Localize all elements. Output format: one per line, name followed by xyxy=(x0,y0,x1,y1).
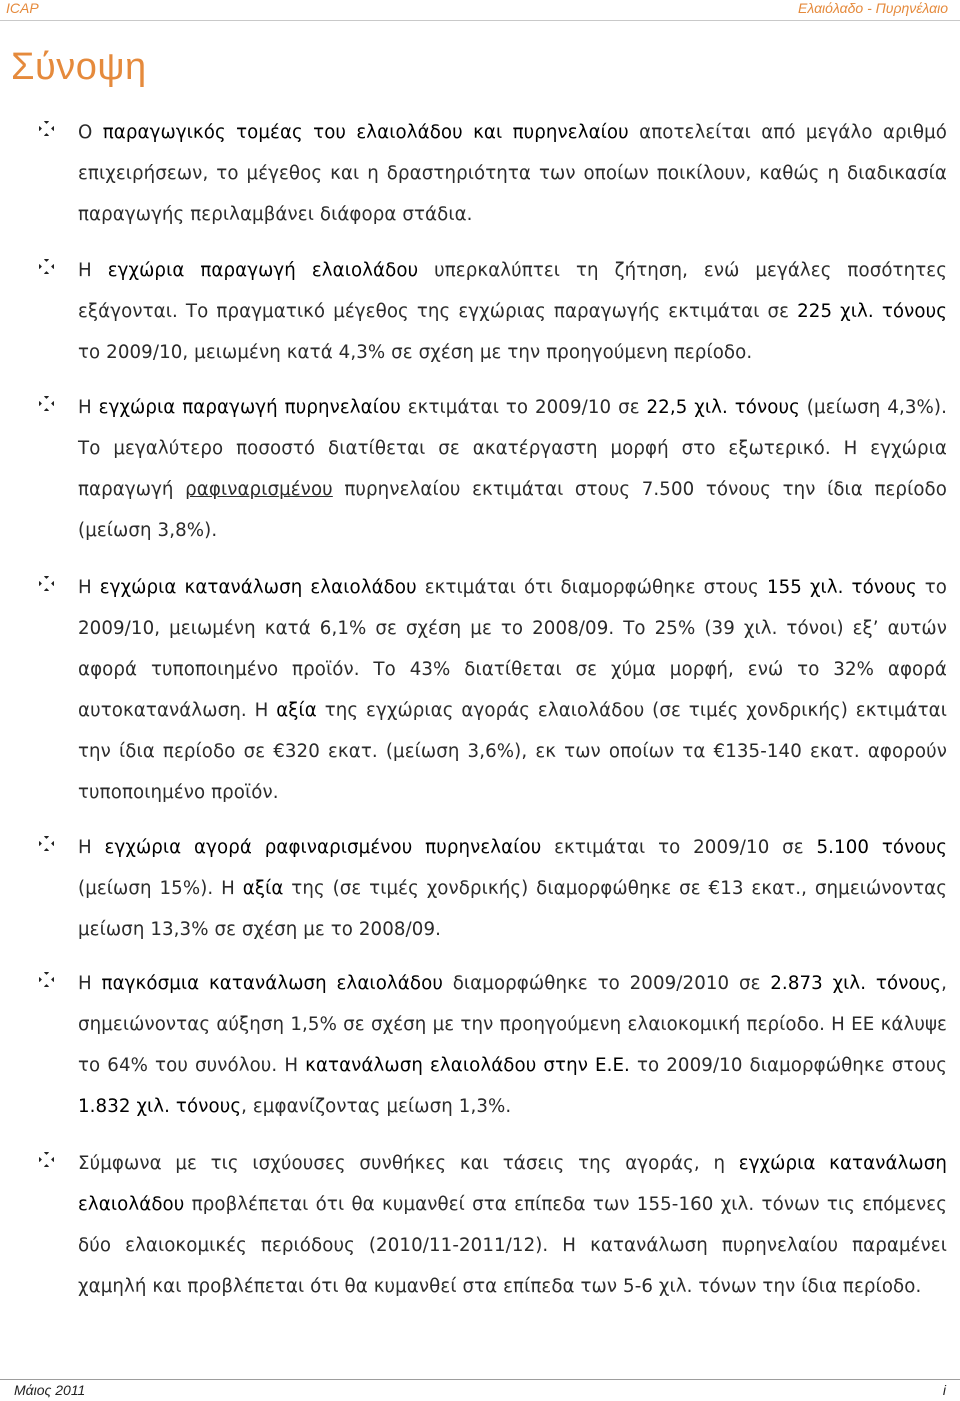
text-run: , εμφανίζοντας μείωση 1,3%. xyxy=(241,1096,512,1117)
diamond-bullet-icon xyxy=(39,1152,54,1167)
text-run: Η xyxy=(78,260,108,281)
page-header xyxy=(0,0,960,21)
text-run: αποτελείται από μεγάλο αριθμό επιχειρήσεων, το μέγεθος και η δραστηριότητα των οποίων ποικίλουν, καθώς η διαδικασία παραγωγής περιλαμβάνει διάφορα στάδια. xyxy=(78,122,947,225)
summary-bullet xyxy=(78,250,947,373)
header-report-title: Ελαιόλαδο - Πυρηνέλαιο xyxy=(798,0,948,16)
page-footer xyxy=(0,1379,960,1401)
diamond-bullet-icon xyxy=(39,396,54,411)
text-run: της εγχώριας αγοράς ελαιολάδου (σε τιμές χονδρικής) εκτιμάται την ίδια περίοδο σε €320 εκατ. (μείωση 3,6%), εκ των οποίων τα €135-140 εκατ. αφορούν τυποποιημένο προϊόν. xyxy=(78,700,947,803)
key-term: εγχώρια κατανάλωση ελαιολάδου xyxy=(78,1153,947,1215)
text-run: Σύμφωνα με τις ισχύουσες συνθήκες και τάσεις της αγοράς, η xyxy=(78,1153,739,1174)
text-run: εκτιμάται το 2009/10 σε xyxy=(400,397,647,418)
text-run: (μείωση 15%). Η xyxy=(78,878,243,899)
text-run: το 2009/10 διαμορφώθηκε στους xyxy=(629,1055,948,1076)
text-run: διαμορφώθηκε το 2009/2010 σε xyxy=(442,973,771,994)
diamond-bullet-icon xyxy=(39,121,54,136)
text-run: της (σε τιμές χονδρικής) διαμορφώθηκε σε €13 εκατ., σημειώνοντας μείωση 13,3% σε σχέση με το 2008/09. xyxy=(78,878,948,940)
text-run: , σημειώνοντας αύξηση 1,5% σε σχέση με την προηγούμενη ελαιοκομική περίοδο. Η ΕΕ κάλυψε το 64% του συνόλου. Η xyxy=(78,973,947,1076)
key-term: παγκόσμια κατανάλωση ελαιολάδου xyxy=(101,973,443,994)
summary-bullet xyxy=(78,1143,947,1307)
text-run: το 2009/10, μειωμένη κατά 6,1% σε σχέση με το 2008/09. Το 25% (39 χιλ. τόνοι) εξ’ αυτών αφορά τυποποιημένο προϊόν. Το 43% διατίθεται σε χύμα μορφή, ενώ το 32% αφορά αυτοκατανάλωση. Η xyxy=(78,577,947,721)
diamond-bullet-icon xyxy=(39,836,54,851)
key-term: 2.873 χιλ. τόνους xyxy=(770,973,942,994)
text-run: Η xyxy=(78,577,100,598)
text-run: εκτιμάται ότι διαμορφώθηκε στους xyxy=(416,577,767,598)
diamond-bullet-icon xyxy=(39,576,54,591)
key-term: εγχώρια αγορά ραφιναρισμένου πυρηνελαίου xyxy=(104,837,542,858)
key-term: κατανάλωση ελαιολάδου στην Ε.Ε. xyxy=(305,1055,630,1076)
diamond-bullet-icon xyxy=(39,972,54,987)
text-run: Ο xyxy=(78,122,103,143)
text-run: υπερκαλύπτει τη ζήτηση, ενώ μεγάλες ποσότητες εξάγονται. Το πραγματικό μέγεθος της εγχώριας παραγωγής εκτιμάται σε xyxy=(78,260,947,322)
summary-bullet xyxy=(78,567,947,813)
summary-bullet xyxy=(78,387,947,551)
diamond-bullet-icon xyxy=(39,259,54,274)
summary-bullet xyxy=(78,827,947,950)
key-term: παραγωγικός τομέας του ελαιολάδου και πυρηνελαίου xyxy=(102,122,629,143)
key-term: 225 χιλ. τόνους xyxy=(797,301,947,322)
text-run: Η xyxy=(78,973,102,994)
key-term: 1.832 χιλ. τόνους xyxy=(78,1096,242,1117)
key-term: εγχώρια παραγωγή ελαιολάδου xyxy=(107,260,419,281)
text-run: (μείωση 4,3%). Το μεγαλύτερο ποσοστό διατίθεται σε ακατέργαστη μορφή στο εξωτερικό. Η εγχώρια παραγωγή xyxy=(78,397,947,500)
key-term: 155 χιλ. τόνους xyxy=(766,577,917,598)
page-title: Σύνοψη xyxy=(11,46,147,88)
key-term: αξία xyxy=(242,878,284,899)
footer-date: Μάιος 2011 xyxy=(14,1382,86,1398)
key-term: 5.100 τόνους xyxy=(816,837,947,858)
text-run: Η xyxy=(78,397,99,418)
key-term: εγχώρια παραγωγή πυρηνελαίου xyxy=(98,397,401,418)
key-term: εγχώρια κατανάλωση ελαιολάδου xyxy=(99,577,417,598)
text-run: Η xyxy=(78,837,105,858)
summary-bullet xyxy=(78,963,947,1127)
text-run: το 2009/10, μειωμένη κατά 4,3% σε σχέση με την προηγούμενη περίοδο. xyxy=(78,342,753,363)
key-term: 22,5 χιλ. τόνους xyxy=(646,397,800,418)
underlined-term: ραφιναρισμένου xyxy=(185,479,333,500)
summary-bullet xyxy=(78,112,947,235)
text-run: εκτιμάται το 2009/10 σε xyxy=(541,837,817,858)
header-company: ICAP xyxy=(6,0,39,16)
text-run: πυρηνελαίου εκτιμάται στους 7.500 τόνους την ίδια περίοδο (μείωση 3,8%). xyxy=(78,479,948,541)
footer-page-number: i xyxy=(942,1382,946,1398)
text-run: προβλέπεται ότι θα κυμανθεί στα επίπεδα των 155-160 χιλ. τόνων τις επόμενες δύο ελαιοκομικές περιόδους (2010/11-2011/12). Η κατανάλωση πυρηνελαίου παραμένει χαμηλή και προβλέπεται ότι θα κυμανθεί στα επίπεδα των 5-6 χιλ. τόνων την ίδια περίοδο. xyxy=(78,1194,947,1297)
key-term: αξία xyxy=(276,700,317,721)
